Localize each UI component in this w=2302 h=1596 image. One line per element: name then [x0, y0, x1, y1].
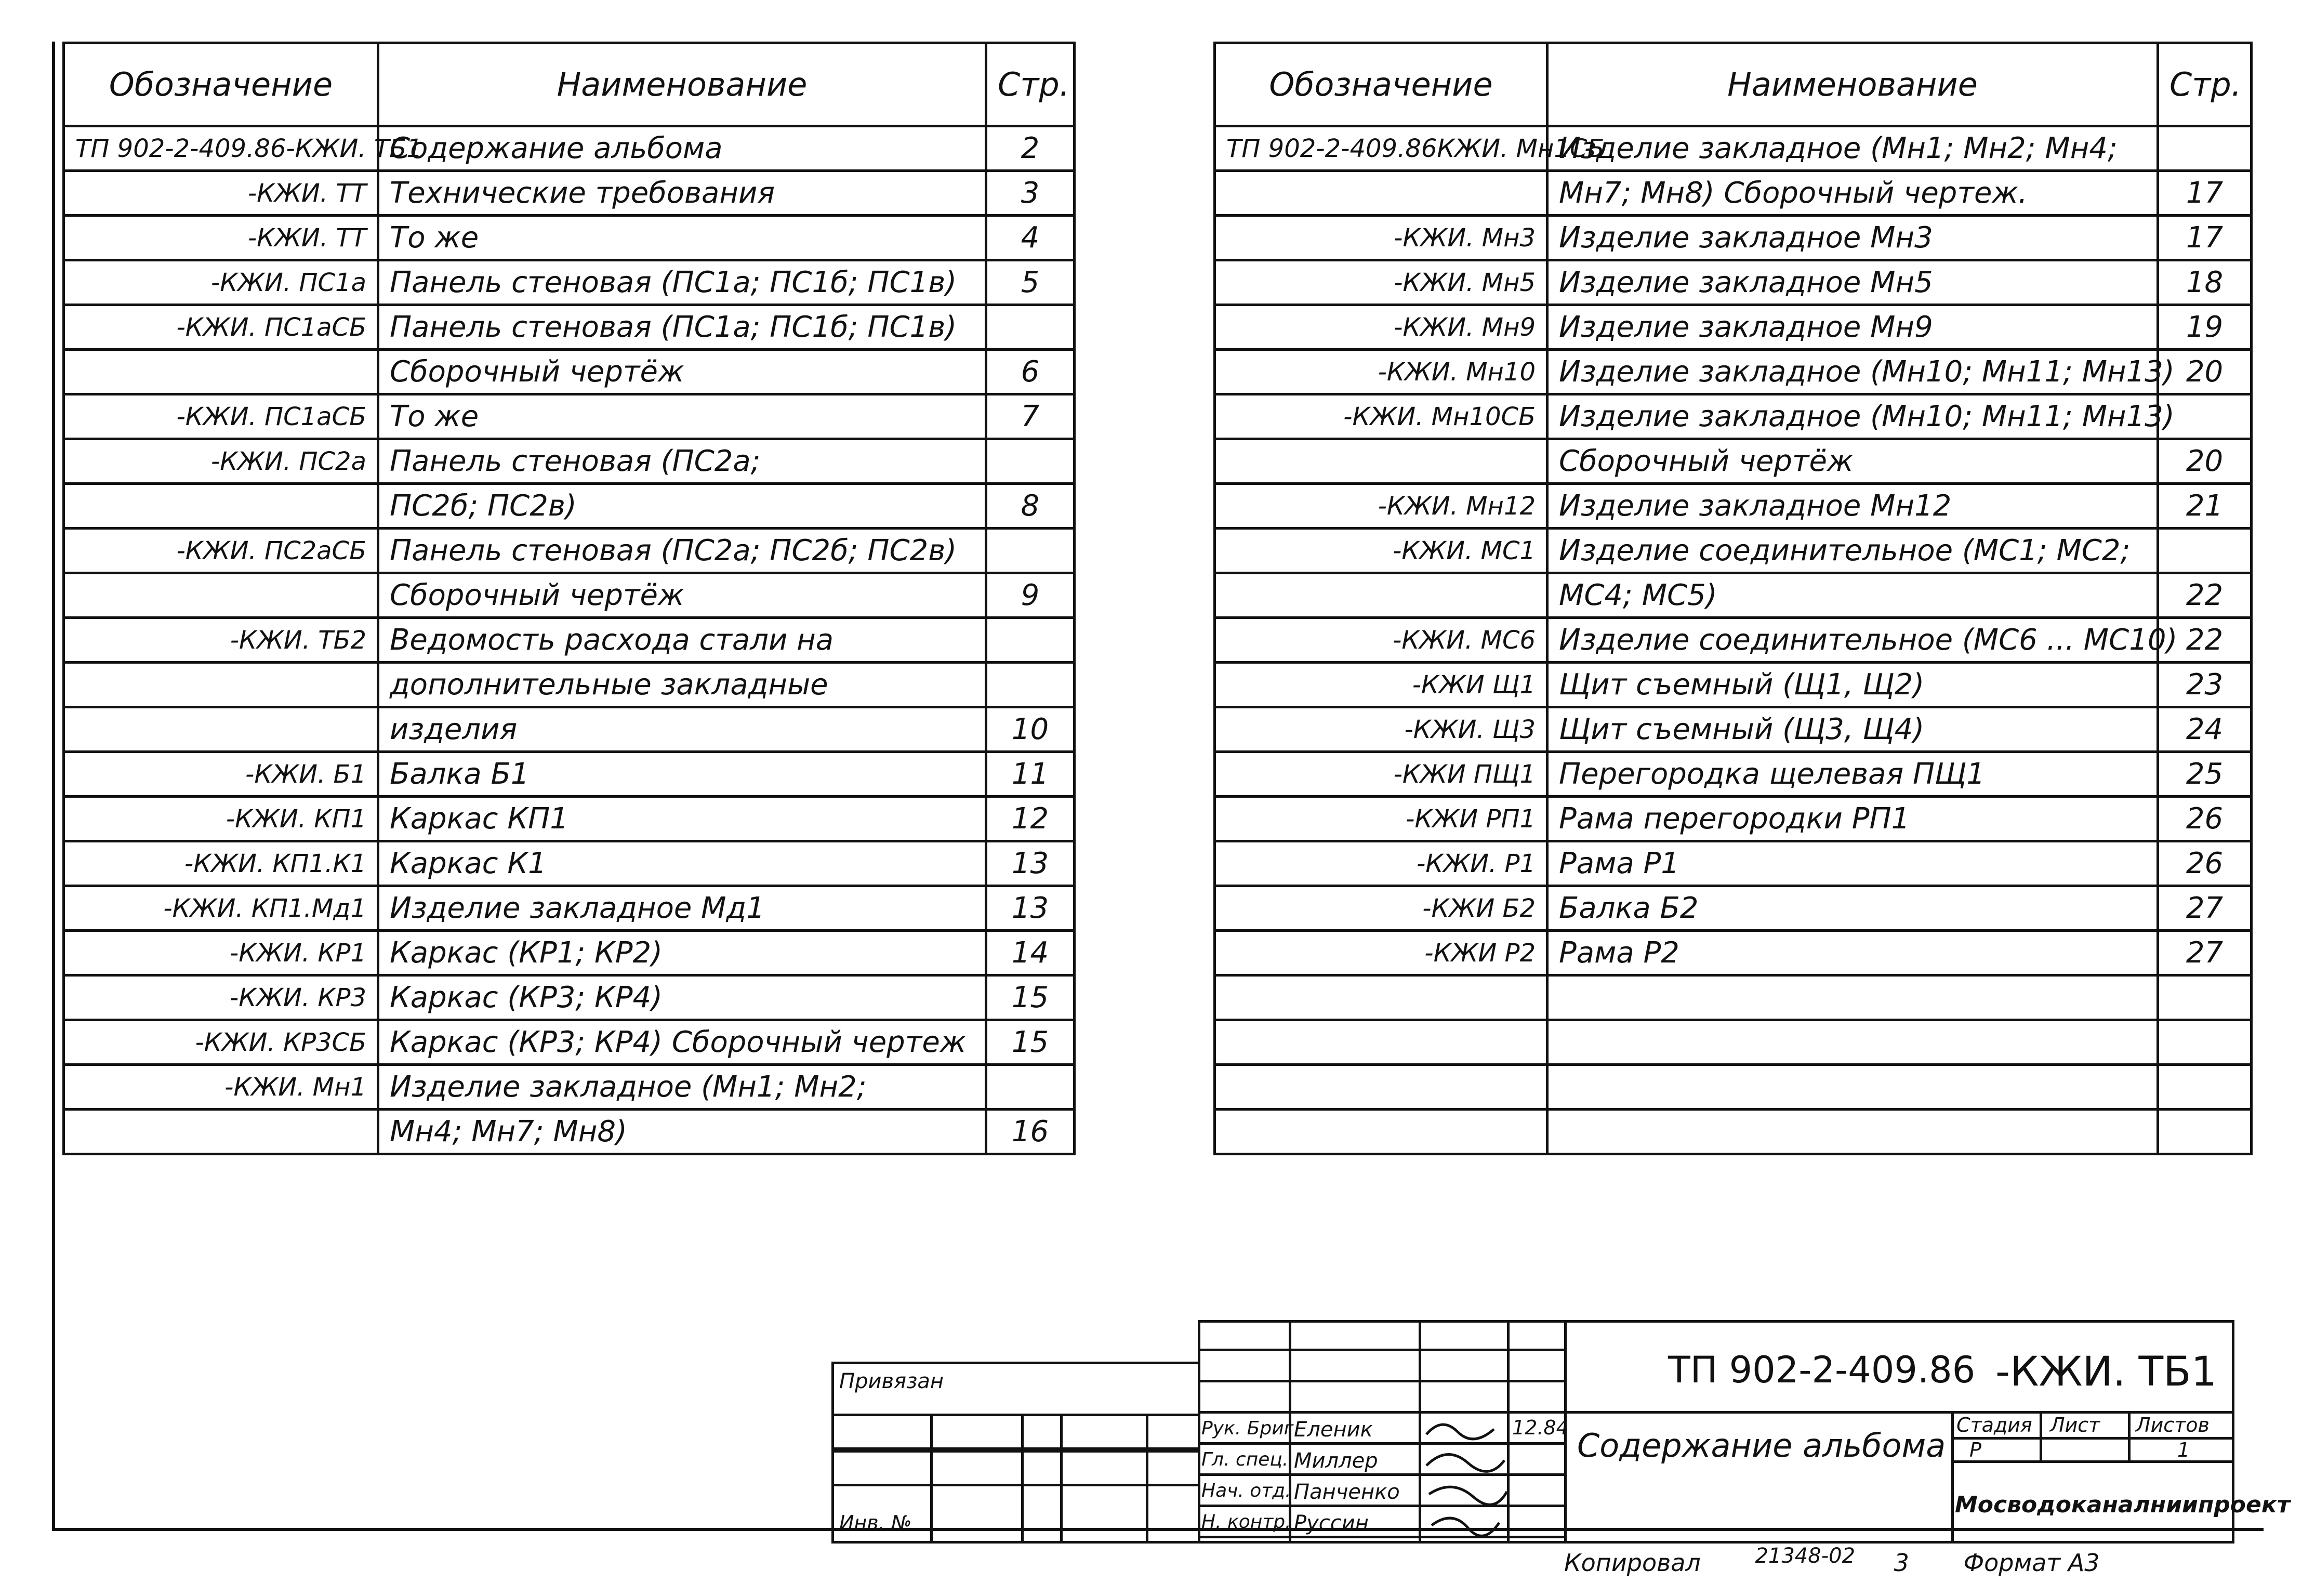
table-row	[1215, 663, 2252, 707]
row-name: Мн7; Мн8) Сборочный чертеж.	[1547, 171, 2158, 216]
row-name: Мн4; Мн7; Мн8)	[378, 1110, 986, 1154]
format-label: Формат А3	[1963, 1549, 2100, 1577]
row-page: 18	[2158, 260, 2252, 305]
table-row	[1215, 797, 2252, 841]
row-code: -КЖИ. КП1.К1	[64, 841, 378, 886]
row-name	[1547, 1065, 2158, 1110]
row-code: -КЖИ. Мн12	[1215, 484, 1547, 529]
row-page: 22	[2158, 573, 2252, 618]
row-code	[64, 484, 378, 529]
row-name: То же	[378, 394, 986, 439]
copy-number: 21348-02	[1755, 1544, 1856, 1568]
row-page	[2158, 1110, 2252, 1154]
doc-suffix: -КЖИ. ТБ1	[1995, 1349, 2217, 1395]
row-code: -КЖИ Б2	[1215, 886, 1547, 931]
row-code: -КЖИ. Б1	[64, 752, 378, 797]
row-name: Щит съемный (Щ1, Щ2)	[1547, 663, 2158, 707]
table-row	[1215, 886, 2252, 931]
row-page: 14	[986, 931, 1075, 975]
table-row	[64, 1065, 1075, 1110]
row-name: Каркас (КР1; КР2)	[378, 931, 986, 975]
row-code: -КЖИ. Мн9	[1215, 305, 1547, 350]
row-code: -КЖИ Р2	[1215, 931, 1547, 975]
table-row	[1215, 439, 2252, 484]
header-page: Стр.	[986, 43, 1075, 126]
row-name: Изделие закладное Мд1	[378, 886, 986, 931]
row-page: 9	[986, 573, 1075, 618]
title-block	[831, 1320, 2291, 1544]
row-code	[64, 1110, 378, 1154]
row-code: -КЖИ. Щ3	[1215, 707, 1547, 752]
row-page	[986, 663, 1075, 707]
signer-name: Руссин	[1294, 1511, 1369, 1535]
row-page: 20	[2158, 350, 2252, 394]
organization: Мосводоканалниипроект	[1955, 1492, 2291, 1518]
row-name: Панель стеновая (ПС1а; ПС1б; ПС1в)	[378, 260, 986, 305]
table-row	[64, 931, 1075, 975]
signer-name: Еленик	[1294, 1418, 1373, 1442]
row-page: 6	[986, 350, 1075, 394]
sheet-label: Лист	[2050, 1414, 2100, 1436]
row-name: Сборочный чертёж	[378, 573, 986, 618]
privyazan-label: Привязан	[839, 1369, 944, 1393]
row-name: Сборочный чертёж	[1547, 439, 2158, 484]
table-row	[1215, 171, 2252, 216]
row-name: Изделие закладное (Мн1; Мн2; Мн4;	[1547, 126, 2158, 171]
row-name: Панель стеновая (ПС1а; ПС1б; ПС1в)	[378, 305, 986, 350]
table-row	[1215, 260, 2252, 305]
row-page	[986, 305, 1075, 350]
row-page: 19	[2158, 305, 2252, 350]
table-row	[64, 663, 1075, 707]
row-code: -КЖИ. ПС1аСБ	[64, 394, 378, 439]
row-code	[1215, 1020, 1547, 1065]
row-page: 7	[986, 394, 1075, 439]
signer-name: Панченко	[1294, 1480, 1400, 1504]
copied-label: Копировал	[1564, 1549, 1701, 1577]
row-page: 27	[2158, 886, 2252, 931]
row-code: -КЖИ. ПС1а	[64, 260, 378, 305]
row-name: Балка Б2	[1547, 886, 2158, 931]
row-code: -КЖИ. Мн3	[1215, 216, 1547, 260]
row-page: 17	[2158, 216, 2252, 260]
row-code: -КЖИ. ПС2а	[64, 439, 378, 484]
row-code	[64, 573, 378, 618]
row-name: Балка Б1	[378, 752, 986, 797]
row-name	[1547, 1020, 2158, 1065]
right-contents-table	[1213, 42, 2253, 1155]
footer	[1564, 1544, 2100, 1577]
row-code	[1215, 1110, 1547, 1154]
row-name: Изделие соединительное (МС6 ... МС10)	[1547, 618, 2158, 663]
row-page: 23	[2158, 663, 2252, 707]
table-row	[64, 171, 1075, 216]
row-name: Изделие закладное (Мн10; Мн11; Мн13)	[1547, 350, 2158, 394]
table-row	[1215, 752, 2252, 797]
row-page	[2158, 1065, 2252, 1110]
row-name: Ведомость расхода стали на	[378, 618, 986, 663]
signer-role: Рук. Бриг.	[1201, 1418, 1300, 1439]
table-row	[1215, 1110, 2252, 1154]
table-row	[1215, 394, 2252, 439]
row-code	[64, 663, 378, 707]
row-name: Рама перегородки РП1	[1547, 797, 2158, 841]
table-row	[64, 529, 1075, 573]
row-code: -КЖИ. КР3СБ	[64, 1020, 378, 1065]
row-name: Технические требования	[378, 171, 986, 216]
row-page: 3	[986, 171, 1075, 216]
row-name: Изделие закладное Мн12	[1547, 484, 2158, 529]
row-page	[986, 529, 1075, 573]
row-code: -КЖИ. ТТ	[64, 171, 378, 216]
row-name: Панель стеновая (ПС2а; ПС2б; ПС2в)	[378, 529, 986, 573]
row-page: 22	[2158, 618, 2252, 663]
copy-page: 3	[1894, 1549, 1909, 1577]
table-row	[1215, 1065, 2252, 1110]
row-page: 13	[986, 841, 1075, 886]
table-row	[64, 484, 1075, 529]
row-page	[2158, 1020, 2252, 1065]
row-code	[1215, 171, 1547, 216]
table-row	[1215, 707, 2252, 752]
table-row	[64, 394, 1075, 439]
row-page: 24	[2158, 707, 2252, 752]
row-name: Панель стеновая (ПС2а;	[378, 439, 986, 484]
table-row	[64, 1110, 1075, 1154]
row-page: 12	[986, 797, 1075, 841]
row-page: 25	[2158, 752, 2252, 797]
row-name: дополнительные закладные	[378, 663, 986, 707]
row-code: -КЖИ. Мн10	[1215, 350, 1547, 394]
table-row	[64, 886, 1075, 931]
row-name: МС4; МС5)	[1547, 573, 2158, 618]
table-row	[1215, 618, 2252, 663]
row-page	[2158, 529, 2252, 573]
row-code	[64, 350, 378, 394]
row-code: -КЖИ. ПС1аСБ	[64, 305, 378, 350]
row-code: -КЖИ. ТБ2	[64, 618, 378, 663]
row-page: 10	[986, 707, 1075, 752]
row-name	[1547, 975, 2158, 1020]
table-row	[64, 439, 1075, 484]
header-code: Обозначение	[1215, 43, 1547, 126]
doc-title: Содержание альбома	[1577, 1427, 1946, 1465]
row-page: 13	[986, 886, 1075, 931]
header-code: Обозначение	[64, 43, 378, 126]
row-name: ПС2б; ПС2в)	[378, 484, 986, 529]
row-name: Изделие закладное (Мн1; Мн2;	[378, 1065, 986, 1110]
row-code: -КЖИ. КР1	[64, 931, 378, 975]
table-row	[64, 618, 1075, 663]
table-row	[1215, 529, 2252, 573]
table-row	[64, 126, 1075, 171]
left-contents-table	[62, 42, 1076, 1155]
row-page	[986, 1065, 1075, 1110]
row-page: 21	[2158, 484, 2252, 529]
table-row	[1215, 931, 2252, 975]
row-name: Рама Р2	[1547, 931, 2158, 975]
row-code: -КЖИ Щ1	[1215, 663, 1547, 707]
table-row	[64, 975, 1075, 1020]
table-row	[64, 1020, 1075, 1065]
row-code: -КЖИ. МС6	[1215, 618, 1547, 663]
table-row	[64, 573, 1075, 618]
inv-no-label: Инв. №	[839, 1511, 912, 1534]
row-page: 20	[2158, 439, 2252, 484]
row-name: Изделие соединительное (МС1; МС2;	[1547, 529, 2158, 573]
table-row	[64, 216, 1075, 260]
row-page: 27	[2158, 931, 2252, 975]
table-row	[1215, 975, 2252, 1020]
table-row	[1215, 305, 2252, 350]
table-row	[1215, 350, 2252, 394]
row-name: То же	[378, 216, 986, 260]
row-page: 4	[986, 216, 1075, 260]
row-code	[1215, 975, 1547, 1020]
table-row	[1215, 573, 2252, 618]
row-page: 8	[986, 484, 1075, 529]
row-code: -КЖИ РП1	[1215, 797, 1547, 841]
table-row	[64, 841, 1075, 886]
table-row	[64, 260, 1075, 305]
signature-marks	[1421, 1414, 1510, 1541]
header-name: Наименование	[378, 43, 986, 126]
table-row	[64, 707, 1075, 752]
row-page	[986, 439, 1075, 484]
row-name: Перегородка щелевая ПЩ1	[1547, 752, 2158, 797]
row-name: Каркас (КР3; КР4)	[378, 975, 986, 1020]
table-row	[1215, 484, 2252, 529]
row-name: Щит съемный (Щ3, Щ4)	[1547, 707, 2158, 752]
sheets-label: Листов	[2136, 1414, 2210, 1436]
table-row	[64, 350, 1075, 394]
doc-code: ТП 902-2-409.86	[1668, 1349, 1976, 1391]
row-page: 15	[986, 975, 1075, 1020]
row-page: 16	[986, 1110, 1075, 1154]
row-code: -КЖИ. Р1	[1215, 841, 1547, 886]
row-code: ТП 902-2-409.86КЖИ. Мн1СБ	[1215, 126, 1547, 171]
row-code	[1215, 439, 1547, 484]
row-code: -КЖИ. Мн1	[64, 1065, 378, 1110]
row-page	[2158, 975, 2252, 1020]
row-code	[1215, 1065, 1547, 1110]
row-name: Каркас К1	[378, 841, 986, 886]
row-page: 2	[986, 126, 1075, 171]
date-value: 12.84	[1512, 1416, 1569, 1439]
row-page	[986, 618, 1075, 663]
row-code: -КЖИ. КР3	[64, 975, 378, 1020]
row-code: -КЖИ. ПС2аСБ	[64, 529, 378, 573]
row-name: Изделие закладное Мн5	[1547, 260, 2158, 305]
row-page: 26	[2158, 841, 2252, 886]
header-name: Наименование	[1547, 43, 2158, 126]
table-row	[64, 797, 1075, 841]
row-name: Изделие закладное Мн9	[1547, 305, 2158, 350]
table-row	[64, 752, 1075, 797]
stage-value: Р	[1969, 1439, 1981, 1461]
stage-label: Стадия	[1956, 1414, 2032, 1436]
row-name: Каркас КП1	[378, 797, 986, 841]
table-row	[1215, 216, 2252, 260]
row-name: Каркас (КР3; КР4) Сборочный чертеж	[378, 1020, 986, 1065]
row-page: 17	[2158, 171, 2252, 216]
table-row	[1215, 841, 2252, 886]
row-code: -КЖИ. Мн5	[1215, 260, 1547, 305]
row-code	[64, 707, 378, 752]
row-page: 15	[986, 1020, 1075, 1065]
row-page: 26	[2158, 797, 2252, 841]
row-name	[1547, 1110, 2158, 1154]
row-code: -КЖИ. МС1	[1215, 529, 1547, 573]
table-row	[1215, 126, 2252, 171]
row-code: -КЖИ. Мн10СБ	[1215, 394, 1547, 439]
row-code	[1215, 573, 1547, 618]
row-page: 5	[986, 260, 1075, 305]
row-code: ТП 902-2-409.86-КЖИ. ТБ1	[64, 126, 378, 171]
row-code: -КЖИ. ТТ	[64, 216, 378, 260]
signer-name: Миллер	[1294, 1449, 1378, 1473]
row-name: Изделие закладное (Мн10; Мн11; Мн13)	[1547, 394, 2158, 439]
row-name: Сборочный чертёж	[378, 350, 986, 394]
row-name: Изделие закладное Мн3	[1547, 216, 2158, 260]
row-code: -КЖИ. КП1.Мд1	[64, 886, 378, 931]
signer-role: Нач. отд.	[1201, 1480, 1291, 1501]
row-code: -КЖИ. КП1	[64, 797, 378, 841]
row-name: Рама Р1	[1547, 841, 2158, 886]
header-page: Стр.	[2158, 43, 2252, 126]
row-page: 11	[986, 752, 1075, 797]
signer-role: Н. контр.	[1201, 1511, 1291, 1533]
row-page	[2158, 126, 2252, 171]
table-row	[64, 305, 1075, 350]
table-row	[1215, 1020, 2252, 1065]
signer-role: Гл. спец.	[1201, 1449, 1289, 1470]
row-code: -КЖИ ПЩ1	[1215, 752, 1547, 797]
row-name: Содержание альбома	[378, 126, 986, 171]
sheets-value: 1	[2177, 1439, 2190, 1461]
row-name: изделия	[378, 707, 986, 752]
